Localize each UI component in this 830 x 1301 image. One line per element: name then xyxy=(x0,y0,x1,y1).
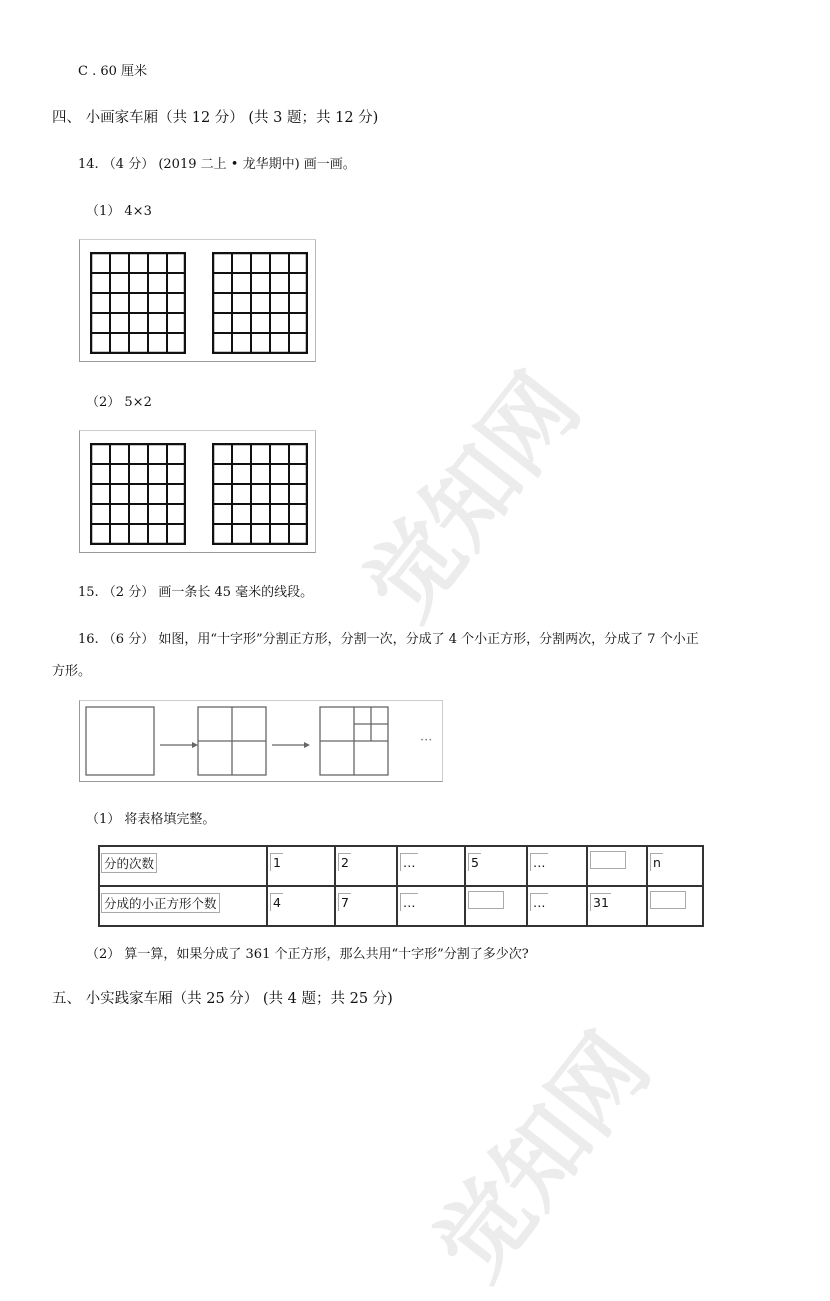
table-cell: n xyxy=(650,853,663,871)
question-16-line-2: 方形。 xyxy=(52,664,92,679)
question-14: 14. （4 分） (2019 二上 • 龙华期中) 画一画。 xyxy=(78,157,356,172)
grid-lines xyxy=(213,444,307,544)
answer-blank[interactable] xyxy=(650,891,686,909)
grid-lines xyxy=(213,253,307,353)
table-row xyxy=(99,846,703,886)
question-16-line-1: 16. （6 分） 如图，用“十字形”分割正方形，分割一次，分成了 4 个小正方形，分割两次，分成了 7 个小正 xyxy=(78,632,699,647)
table-cell: 1 xyxy=(270,853,283,871)
table-cell: 7 xyxy=(338,893,351,911)
table-cell: … xyxy=(530,853,548,871)
division-steps xyxy=(80,701,442,781)
watermark: 觉知网 xyxy=(415,1014,671,1299)
question-16-part-2: （2） 算一算，如果分成了 361 个正方形，那么共用“十字形”分割了多少次? xyxy=(86,947,529,962)
answer-blank[interactable] xyxy=(468,891,504,909)
question-15: 15. （2 分） 画一条长 45 毫米的线段。 xyxy=(78,585,314,600)
table-cell: … xyxy=(530,893,548,911)
grid-figure-1 xyxy=(79,239,316,362)
ellipsis: ··· xyxy=(420,733,433,748)
question-14-part-1: （1） 4×3 xyxy=(86,204,152,219)
square-step-0 xyxy=(86,707,154,775)
table-cell: 4 xyxy=(270,893,283,911)
option-c: C . 60 厘米 xyxy=(78,64,148,79)
watermark: 觉知网 xyxy=(345,354,601,639)
grid-right xyxy=(212,443,308,545)
grid-lines xyxy=(91,444,185,544)
table-row xyxy=(99,886,703,926)
question-16-part-1: （1） 将表格填完整。 xyxy=(86,812,216,827)
grid-left xyxy=(90,443,186,545)
table-cell: 2 xyxy=(338,853,351,871)
grid-right xyxy=(212,252,308,354)
cross-division-figure xyxy=(79,700,443,782)
table-cell: … xyxy=(400,853,418,871)
row-label-squares: 分成的小正方形个数 xyxy=(101,893,220,913)
fill-table xyxy=(98,845,704,927)
question-14-part-2: （2） 5×2 xyxy=(86,395,152,410)
section-4-heading: 四、 小画家车厢（共 12 分） (共 3 题；共 12 分) xyxy=(52,110,379,126)
grid-figure-2 xyxy=(79,430,316,553)
table-cell: 31 xyxy=(590,893,611,911)
table-cell: … xyxy=(400,893,418,911)
table-cell: 5 xyxy=(468,853,481,871)
answer-blank[interactable] xyxy=(590,851,626,869)
row-label-divisions: 分的次数 xyxy=(101,853,157,873)
grid-left xyxy=(90,252,186,354)
section-5-heading: 五、 小实践家车厢（共 25 分） (共 4 题；共 25 分) xyxy=(52,991,393,1007)
grid-lines xyxy=(91,253,185,353)
